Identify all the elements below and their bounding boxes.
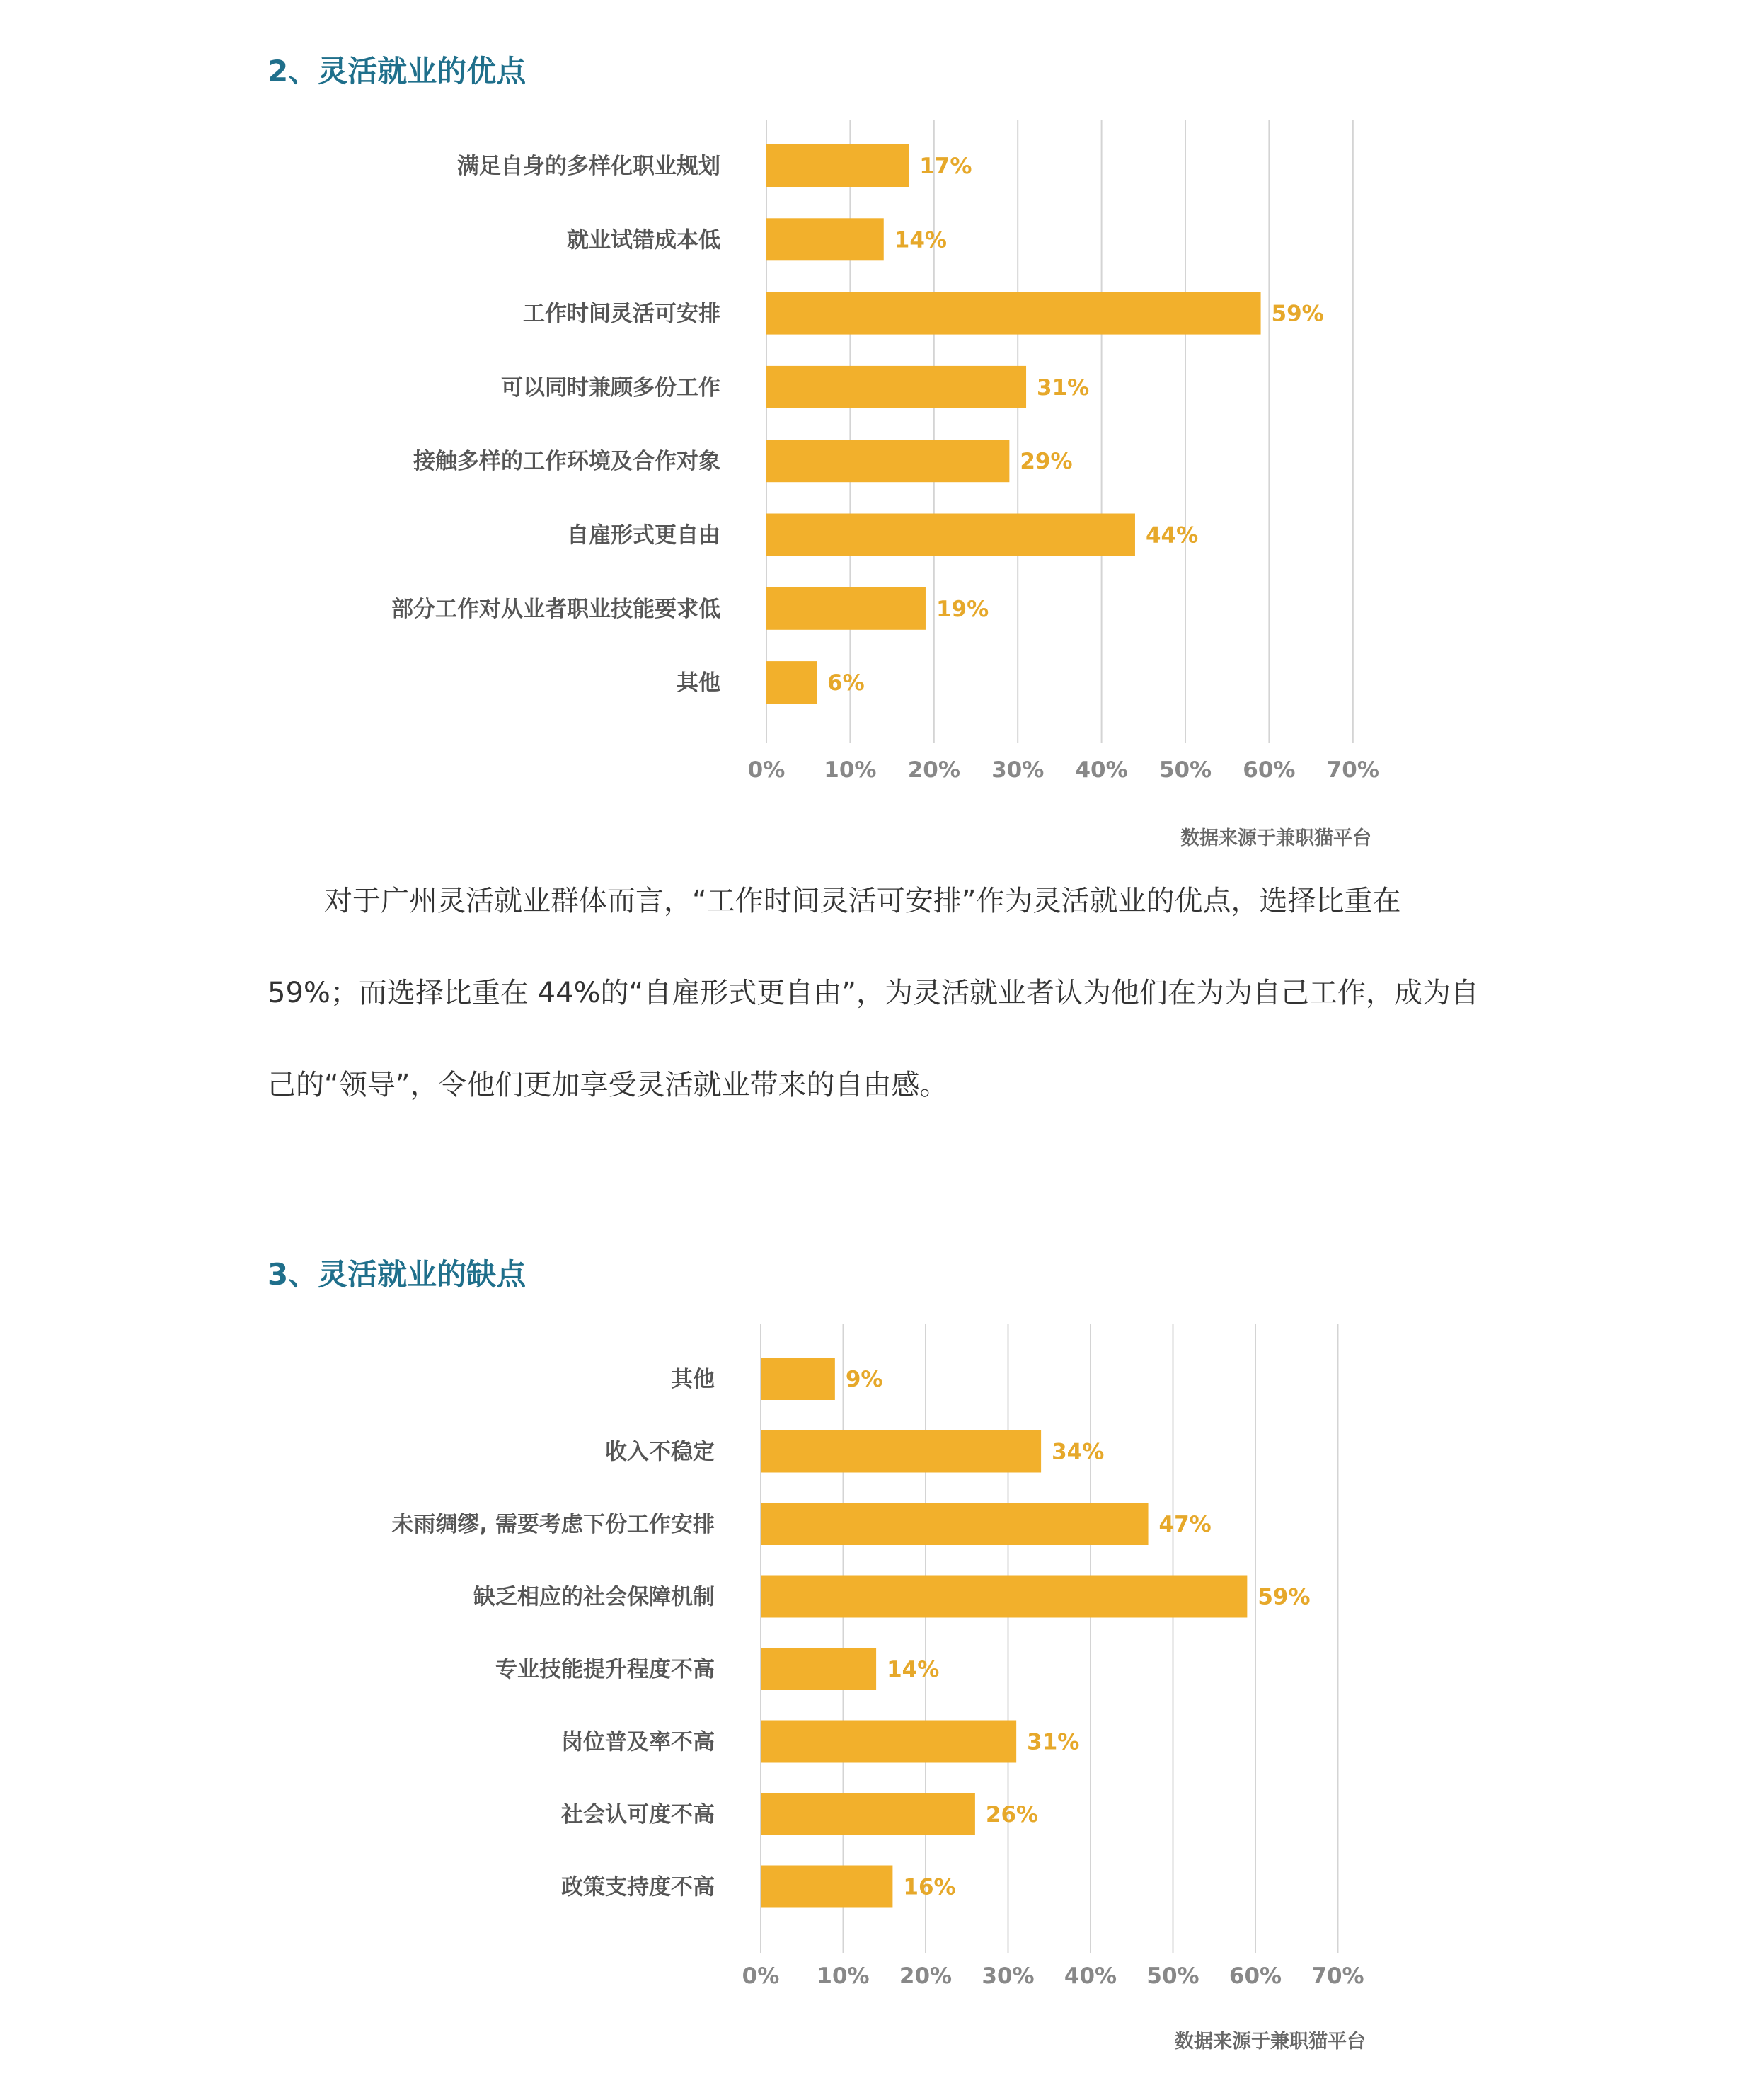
category-label: 社会认可度不高 [561,1802,715,1828]
category-label: 缺乏相应的社会保障机制 [473,1584,715,1610]
advantages-chart-svg [0,113,1755,793]
value-label: 31% [1037,374,1090,401]
value-label: 14% [894,227,947,253]
bar [766,218,884,260]
category-label: 岗位普及率不高 [561,1729,715,1755]
x-tick-label: 10% [824,757,877,783]
x-tick-label: 40% [1075,757,1128,783]
bar [766,292,1261,335]
bar [761,1648,876,1690]
x-tick-label: 20% [899,1963,953,1989]
category-label: 可以同时兼顾多份工作 [501,374,720,401]
value-label: 17% [919,154,972,179]
category-label: 其他 [671,1367,715,1392]
category-label: 未雨绸缪, 需要考虑下份工作安排 [391,1512,715,1537]
value-label: 44% [1145,522,1199,549]
x-tick-label: 70% [1311,1963,1364,1989]
bar [766,587,926,630]
bar [761,1503,1149,1545]
category-label: 满足自身的多样化职业规划 [457,154,720,179]
value-label: 31% [1027,1729,1080,1755]
x-tick-label: 70% [1326,757,1379,783]
bar [766,661,817,704]
value-label: 59% [1258,1584,1311,1610]
x-tick-label: 50% [1146,1963,1199,1989]
x-tick-label: 40% [1064,1963,1117,1989]
category-label: 收入不稳定 [605,1439,715,1465]
x-tick-label: 60% [1243,757,1296,783]
x-tick-label: 30% [991,757,1045,783]
value-label: 19% [936,596,989,622]
value-label: 9% [845,1367,883,1392]
category-label: 专业技能提升程度不高 [495,1657,715,1682]
value-label: 34% [1052,1439,1105,1465]
x-tick-label: 60% [1228,1963,1282,1989]
value-label: 47% [1158,1512,1212,1537]
disadvantages-source-note: 数据来源于兼职猫平台 [1175,2031,1366,2053]
bar [761,1721,1016,1763]
x-tick-label: 30% [982,1963,1035,1989]
bar [761,1430,1041,1473]
advantages-source-note: 数据来源于兼职猫平台 [1180,827,1371,849]
advantages-chart [0,113,1755,793]
value-label: 6% [827,670,865,696]
x-tick-label: 0% [742,1963,780,1989]
category-label: 自雇形式更自由 [567,522,720,549]
bar [761,1793,975,1835]
body-paragraph: 对于广州灵活就业群体而言，“工作时间灵活可安排”作为灵活就业的优点，选择比重在 59%；而选择比重在 44%的“自雇形式更自由”，为灵活就业者认为他们在为为自己工作，成为自己的“领导”，令他们更加享受灵活就业带来的自由感。 [267,885,1479,1101]
bar [761,1866,892,1908]
bar [761,1358,835,1400]
disadvantages-chart [0,1316,1755,1996]
category-label: 工作时间灵活可安排 [523,301,720,327]
category-label: 就业试错成本低 [567,227,720,253]
category-label: 政策支持度不高 [561,1874,715,1900]
x-tick-label: 20% [907,757,960,783]
section-title-disadvantages: 3、灵活就业的缺点 [267,1257,526,1292]
x-tick-label: 50% [1158,757,1212,783]
bar [766,514,1135,556]
value-label: 16% [903,1874,956,1900]
value-label: 59% [1271,301,1324,327]
bar [766,440,1009,482]
category-label: 其他 [677,670,720,696]
value-label: 29% [1020,449,1073,475]
value-label: 14% [887,1657,940,1682]
x-tick-label: 0% [747,757,786,783]
section-title-advantages: 2、灵活就业的优点 [267,54,526,88]
disadvantages-chart-svg [0,1316,1755,1996]
bar [761,1576,1247,1618]
value-label: 26% [985,1802,1039,1828]
bar [766,366,1026,408]
x-tick-label: 10% [817,1963,870,1989]
category-label: 接触多样的工作环境及合作对象 [413,449,720,475]
bar [766,144,909,187]
category-label: 部分工作对从业者职业技能要求低 [391,596,720,622]
